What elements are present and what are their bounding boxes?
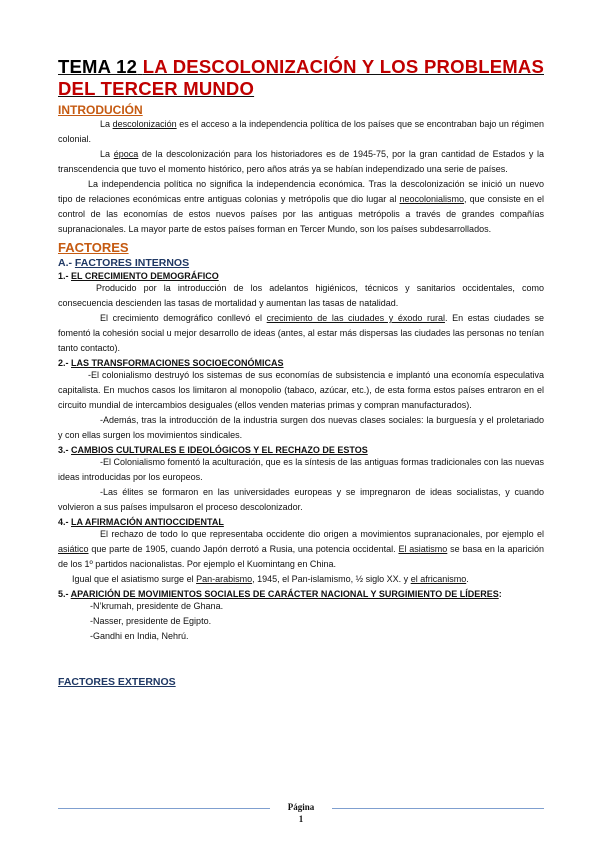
factores-externos-heading: FACTORES EXTERNOS (58, 676, 176, 688)
section-3-heading: 3.- CAMBIOS CULTURALES E IDEOLÓGICOS Y EL RECHAZO DE ESTOS (58, 445, 368, 455)
list-item: -Nasser, presidente de Egipto. (90, 616, 212, 626)
term-descolonizacion: descolonización (112, 119, 177, 129)
document-page (58, 56, 544, 688)
section-4-heading: 4.- LA AFIRMACIÓN ANTIOCCIDENTAL (58, 517, 224, 527)
intro-paragraph-1: La descolonización es el acceso a la independencia política de los países que se encontraban bajo un régimen colonial. (58, 119, 545, 144)
section-2-paragraph-2: -Además, tras la introducción de la industria surgen dos nuevas clases sociales: la burguesía y el proletariado y con ellas surgen los movimientos sindicales. (58, 415, 544, 440)
list-item: -Gandhi en India, Nehrú. (90, 631, 189, 641)
section-2-heading: 2.- LAS TRANSFORMACIONES SOCIOECONÓMICAS (58, 358, 284, 368)
term-neocolonialismo: neocolonialismo (399, 194, 465, 204)
footer-divider-right (332, 808, 544, 809)
factores-internos-heading: A.- FACTORES INTERNOS (58, 257, 190, 269)
section-2-paragraph-1: -El colonialismo destruyó los sistemas de sus economías de subsistencia e implantó una economía especulativa capitalista. En muchos casos los limitaron al monopolio (tabaco, azúcar, etc.), de esta forma estos países entraron en el circuito mundial de intercambios desiguales (ellos venden materias primas y compran manufacturados). (58, 370, 544, 410)
factores-heading: FACTORES (58, 240, 129, 255)
footer-divider-left (58, 808, 270, 809)
document-title (58, 56, 544, 100)
term-el-africanismo: el africanismo (410, 574, 467, 584)
page-number (270, 801, 332, 825)
section-1-heading: 1.- EL CRECIMIENTO DEMOGRÁFICO (58, 271, 219, 281)
page-footer (58, 801, 544, 831)
section-4-paragraph-2: Igual que el asiatismo surge el Pan-arabismo, 1945, el Pan-islamismo, ½ siglo XX. y el africanismo. (72, 574, 469, 584)
section-4-paragraph-1: El rechazo de todo lo que representaba occidente dio origen a movimientos supranacionales, por ejemplo el asiático que parte de 1905, cuando Japón derrotó a Rusia, una potencia occidental. El asiatismo se basa en la aparición de los 1º partidos nacionalistas. Por ejemplo el Kuomintang en China. (58, 529, 545, 569)
section-1-paragraph-2: El crecimiento demográfico conllevó el crecimiento de las ciudades y éxodo rural. En estas ciudades se fomentó la cohesión social u mejor desarrollo de ideas (antes, al estar más dispersas las ciudades las personas no tenían tanto contacto). (58, 313, 544, 353)
term-crecimiento-ciudades: crecimiento de las ciudades y éxodo rural (266, 313, 445, 323)
section-1-paragraph-1: Producido por la introducción de los adelantos higiénicos, técnicos y sanitarios occidentales, como consecuencia descienden las tasas de mortalidad y aumentan las tasas de natalidad. (58, 283, 544, 308)
term-epoca: época (113, 149, 139, 159)
title-main: LA DESCOLONIZACIÓN Y LOS PROBLEMAS DEL TERCER MUNDO (58, 56, 544, 99)
section-3-paragraph-2: -Las élites se formaron en las universidades europeas y se impregnaron de ideas socialistas, y cuando volvieron a sus países impulsaron el proceso descolonizador. (58, 487, 544, 512)
term-asiatico: asiático (58, 544, 89, 554)
intro-paragraph-2: La época de la descolonización para los historiadores es de 1945-75, por la gran cantidad de Estados y la transcendencia que tuvo el momento histórico, pero años atrás ya se habían independizado una serie de países. (58, 149, 545, 174)
term-pan-arabismo: Pan-arabismo (196, 574, 253, 584)
intro-paragraph-3: La independencia política no significa la independencia económica. Tras la descolonización se inició un nuevo tipo de relaciones económicas entre antiguas colonias y metrópolis que dio lugar al neocolonialismo, que consiste en el control de las economías de estos nuevos países por las antiguas metrópolis a través de grandes compañías supranacionales. La mayor parte de estos países forman en Tercer Mundo, son los países subdesarrollados. (58, 179, 544, 234)
page-label: Página (287, 802, 315, 812)
list-item: -N’krumah, presidente de Ghana. (90, 601, 224, 611)
intro-heading: INTRODUCIÓN (58, 103, 143, 117)
section-5-heading: 5.- APARICIÓN DE MOVIMIENTOS SOCIALES DE CARÁCTER NACIONAL Y SURGIMIENTO DE LÍDERES: (58, 589, 502, 599)
section-3-paragraph-1: -El Colonialismo fomentó la aculturación, que es la síntesis de las antiguas formas tradicionales con las nuevas ideas introducidas por los europeos. (58, 457, 544, 482)
term-el-asiatismo: El asiatismo (398, 544, 448, 554)
title-tema: TEMA 12 (58, 56, 138, 77)
page-number-value: 1 (298, 814, 304, 824)
